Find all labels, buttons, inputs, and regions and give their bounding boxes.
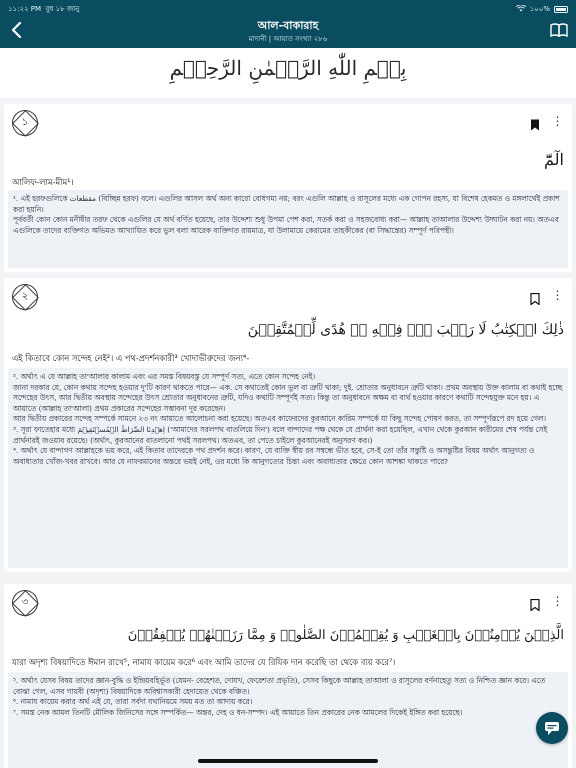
status-date: বুধ ১৮ জানু [45,5,80,13]
footnote: আর দ্বিতীয় প্রকারের সন্দেহ সম্পর্কে সামনে ২৩ নং আয়াতে আলোচনা করা হয়েছে। অতএব কাফেরদের কুরআনে কারিম সম্পর্কে যা কিছু সন্দেহ পোষণ করত, তা সম্পূর্ণরূপে রদ হয়ে গেল। [13,414,546,424]
footnote: ². অর্থাৎ এ যে আল্লাহ তা'আলার কালাম এবং এর সমস্ত বিষয়বস্তু যে সম্পূর্ণ সত্য, এতে কোন সন্দেহ নেই। [13,372,316,381]
verse-translation: যারা অদৃশ্য বিষয়াদিতে ঈমান রাখে⁵, নামায কায়েম করে⁶ এবং আমি তাদের যে রিযিক দান করেছি তা থেকে ব্যয় করে⁷। [12,657,396,667]
footnote: ⁶. নামায কায়েম করার অর্থ এই যে, তারা সর্বদা যথানিয়মে সময় মত তা আদায় করে। [13,697,253,707]
navigation-bar [0,14,576,48]
battery-icon [554,6,568,13]
verses-list[interactable] [0,48,576,768]
bismillah-text: بِسۡمِ اللّٰهِ الرَّحۡمٰنِ الرَّحِیۡمِ [169,56,407,80]
verse-number-badge [12,284,38,310]
verse-number-badge [12,590,38,616]
verse-card-2[interactable] [4,278,572,572]
bookmark-icon[interactable] [530,116,540,128]
footnote: ¹. এই হরফগুলিকে مقطعات (বিচ্ছিন্ন হরফ) বলে। এগুলির আসল অর্থ অন্য কারো বোধগম্য নয়; বরং এগুলি আল্লাহ ও রাসূলের মধ্যে এক গোপন রহস্য, যা বিশেষ হেকমত ও মঙ্গলার্থেই প্রকাশ করা হয়নি। [13,194,560,214]
bookmark-outline-icon[interactable] [530,596,540,608]
more-options-icon[interactable]: ⋮ [551,114,563,128]
book-open-icon [550,22,568,38]
battery-percent: ১০০% [529,5,550,13]
verse-arabic: الٓمّٓ [544,150,564,169]
surah-title: আল-বাকারাহ [257,19,319,32]
surah-subtitle: মাদানী | আয়াত সংখ্যা ২৮৬ [248,35,328,43]
footnote: পূর্ববর্তী কোন কোন মনীষীর তরফ থেকে এগুলির যে অর্থ বর্ণিত হয়েছে, তার উদ্দেশ্য শুধু উপমা পেশ করা, সতর্ক করা ও সহজবোধ্য করা— আল্লাহ তাআলার উদ্দেশ্য উদ্ঘাটন করা নয়। অতএব এগুলিকে তাদের ব্যক্তিগত অভিমত আখ্যায়িত করে ভুল বলা আরেক ব্যক্তিগত রায়মাত্র, যা উলামায়ে কেরামের তাহকীকের (বা সিদ্ধান্তের) সম্পূর্ণ পরিপন্থী। [13,215,559,235]
home-indicator [198,759,378,763]
verse-arabic: ذٰلِكَ الۡكِتٰبُ لَا رَیۡبَ ۛۖۚ فِیۡهِ ۛۚ هُدًی لِّلۡمُتَّقِیۡنَ [247,322,564,338]
chat-bubble-icon [536,712,568,744]
status-bar [0,0,576,14]
footnote: ³. সূরা ফাতেহার মধ্যে اِهۡدِنَا الصِّرَاطَ الۡمُسۡتَقِیۡمَ ('আমাদের সরলপথ বাতলিয়ে দিন') বলে বান্দাদের পক্ষ থেকে যে প্রার্থনা করা হয়েছিল, এখান থেকে কুরআন কারীমের শেষ পর্যন্ত সেই প্রার্থনারই জওয়াব রয়েছে। (অর্থাৎ, কুরআনের বাতলানো পথই সরলপথ। অতএব, তা পেতে চাইলে কুরআনেরই অনুসরণ কর।) [13,424,548,445]
verse-translation: আলিফ-লাম-মীম¹। [12,177,74,187]
verse-number: ৩ [21,597,29,608]
more-options-icon[interactable]: ⋮ [551,594,563,608]
chat-fab-button[interactable] [536,712,568,744]
footnote: ⁵. অর্থাৎ যেসব বিষয় তাদের জ্ঞান-বুদ্ধি ও ইন্দ্রিয়বহির্ভূত (যেমন- বেহেশত, দোযখ, ফেরেশতা প্রভৃতি), সেসব কিছুকে আল্লাহ তাআলা ও রাসূলের বর্ণনাহেতু সত্য ও নিশ্চিত জ্ঞান করে। এতে বোঝা গেল, এসব গায়বী (অদৃশ্য) বিষয়াদিকে অবিশ্বাসকারী হেদায়েত থেকে বঞ্চিত। [13,676,546,696]
bookmark-outline-icon[interactable] [530,290,540,302]
verse-notes [8,368,568,568]
wifi-icon [516,5,526,14]
verse-translation: এই কিতাবে কোন সন্দেহ নেই²। এ পথ-প্রদর্শনকারী³ খোদাভীরুদের জন্য⁴- [12,353,250,363]
book-button[interactable] [550,22,568,38]
bismillah-header [0,48,576,98]
footnote: জানা দরকার যে, কোন কথায় সন্দেহ হওয়ার দু'টি কারণ থাকতে পারে— এক. সে কথাতেই কোন ভুল বা ত্রুটি থাকা; দুই. শ্রোতার অনুধাবনে ত্রুটি থাকা। প্রথম অবস্থায় উক্ত কালাম বা কথাই হচ্ছে সন্দেহের উৎস, আর দ্বিতীয় অবস্থায় সন্দেহের উৎস শ্রোতার অনুধাবনের ত্রুটি, যদিও কথাটি সম্পূর্ণই সত্য। কিন্তু তা অনুধাবনে অক্ষম বা ব্যর্থ হওয়ার কারণে কথাটি সন্দেহযুক্ত মনে হয়। এ আয়াতে (আল্লাহ তা'আলা) প্রথম প্রকারের সন্দেহের সম্ভাবনা দূর করেছেন। [13,382,563,413]
footnote: ⁷. সমস্ত নেক আমল তিনটি মৌলিক জিনিসের সঙ্গে সম্পর্কিত— অন্তর, দেহ ও ধন-সম্পদ। এই আয়াতে তিন প্রকারের নেক আমলের দিকেই ইঙ্গিত করা হয়েছে। [13,707,463,717]
more-options-icon[interactable]: ⋮ [551,288,563,302]
verse-card-1[interactable] [4,104,572,272]
verse-notes [8,190,568,268]
verse-notes [8,672,568,768]
verse-card-3[interactable] [4,584,572,768]
status-time: ১১:২২ PM [8,5,42,13]
footnote: ⁴. অর্থাৎ যে বান্দাগণ আল্লাহকে ভয় করে, এই কিতাব তাদেরকে পথ প্রদর্শন করে। কারণ, যে ব্যক্তি স্বীয় রব সম্বন্ধে ভীত হবে, সে-ই তো তাঁর সন্তুষ্টি ও অসন্তুষ্টির বিষয় অর্থাৎ আনুগত্য ও অবাধ্যতার খোঁজ-খবর রাখবে। আর যে নাফরমানের অন্তরে ভয়ই নেই, ওর মধ্যে কি আনুগত্যের চিন্তা এবং অবাধ্যতার ক্ষেত্রে কোন আশঙ্কা থাকতে পারে? [13,446,535,466]
verse-number: ২ [21,291,29,302]
verse-number-badge [12,110,38,136]
verse-arabic: الَّذِیۡنَ یُؤۡمِنُوۡنَ بِالۡغَیۡبِ وَ یُقِیۡمُوۡنَ الصَّلٰوۃَ وَ مِمَّا رَزَقۡنٰهُمۡ یُنۡفِقُوۡنَ [127,628,564,643]
verse-number: ১ [21,117,29,128]
